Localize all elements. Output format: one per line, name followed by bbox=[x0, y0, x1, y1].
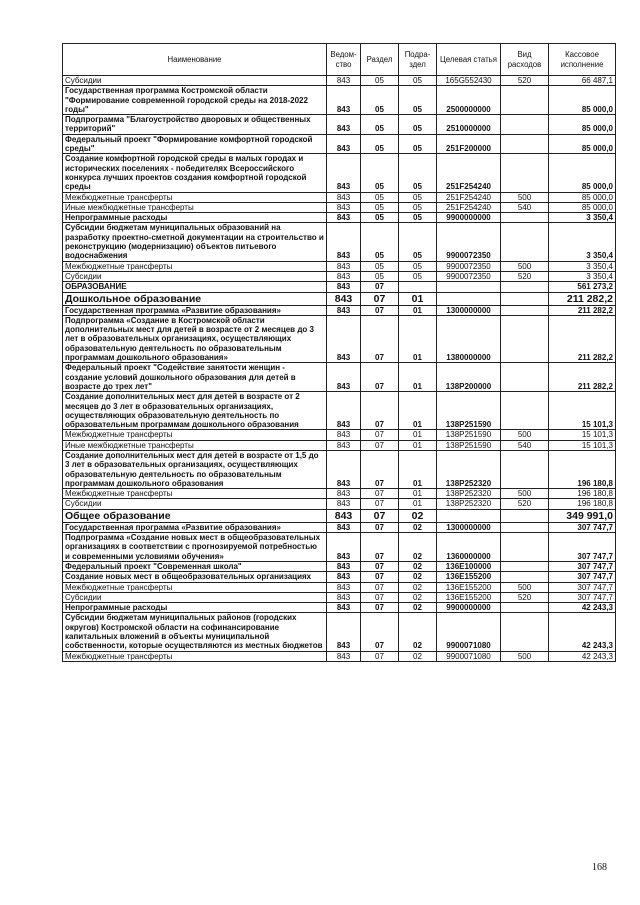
table-row bbox=[63, 271, 616, 281]
row-name: Создание дополнительных мест для детей в возрасте от 2 месяцев до 3 лет в образовательных организациях, осуществляющих образовательную деятельность по образовательным программам дошкольного образования bbox=[63, 392, 327, 430]
row-target-article: 9900071080 bbox=[437, 651, 501, 661]
table-body bbox=[63, 76, 616, 662]
row-amount: 211 282,2 bbox=[549, 363, 616, 392]
row-vedomstvo: 843 bbox=[327, 509, 361, 522]
row-name: Федеральный проект "Современная школа" bbox=[63, 561, 327, 571]
header-cash-execution: Кассовое исполнение bbox=[549, 44, 616, 76]
row-podrazdel: 02 bbox=[399, 561, 437, 571]
row-target-article: 2510000000 bbox=[437, 115, 501, 135]
row-expense-type bbox=[501, 450, 549, 488]
row-vedomstvo: 843 bbox=[327, 282, 361, 292]
row-razdel: 05 bbox=[361, 271, 399, 281]
row-podrazdel: 05 bbox=[399, 154, 437, 192]
table-row bbox=[63, 86, 616, 115]
row-target-article: 1380000000 bbox=[437, 315, 501, 362]
row-podrazdel: 02 bbox=[399, 603, 437, 613]
row-name: Подпрограмма "Благоустройство дворовых и общественных территорий" bbox=[63, 115, 327, 135]
row-podrazdel: 01 bbox=[399, 440, 437, 450]
row-expense-type: 520 bbox=[501, 592, 549, 602]
row-podrazdel: 01 bbox=[399, 450, 437, 488]
row-vedomstvo: 843 bbox=[327, 572, 361, 582]
row-name: Субсидии bbox=[63, 592, 327, 602]
row-name: Межбюджетные трансферты bbox=[63, 192, 327, 202]
row-amount: 15 101,3 bbox=[549, 440, 616, 450]
row-podrazdel: 01 bbox=[399, 292, 437, 305]
row-name: Субсидии bbox=[63, 271, 327, 281]
row-expense-type bbox=[501, 292, 549, 305]
row-podrazdel: 02 bbox=[399, 613, 437, 651]
row-razdel: 07 bbox=[361, 651, 399, 661]
row-vedomstvo: 843 bbox=[327, 134, 361, 154]
row-amount: 15 101,3 bbox=[549, 430, 616, 440]
row-name: Государственная программа «Развитие образования» bbox=[63, 522, 327, 532]
table-row bbox=[63, 213, 616, 223]
row-name: Создание комфортной городской среды в малых городах и исторических поселениях - победителях Всероссийского конкурса лучших проектов создания комфортной городской среды bbox=[63, 154, 327, 192]
row-target-article bbox=[437, 509, 501, 522]
row-amount: 196 180,8 bbox=[549, 450, 616, 488]
table-header-row bbox=[63, 44, 616, 76]
row-amount: 85 000,0 bbox=[549, 192, 616, 202]
row-target-article: 251F254240 bbox=[437, 192, 501, 202]
row-razdel: 07 bbox=[361, 430, 399, 440]
row-expense-type: 540 bbox=[501, 440, 549, 450]
row-name: Непрограммные расходы bbox=[63, 213, 327, 223]
row-razdel: 05 bbox=[361, 115, 399, 135]
row-name: Субсидии бюджетам муниципальных образований на разработку проектно-сметной документации на строительство и реконструкцию (модернизацию) объектов питьевого водоснабжения bbox=[63, 223, 327, 261]
row-vedomstvo: 843 bbox=[327, 450, 361, 488]
row-podrazdel: 02 bbox=[399, 582, 437, 592]
row-podrazdel: 02 bbox=[399, 592, 437, 602]
table-row bbox=[63, 509, 616, 522]
row-expense-type bbox=[501, 561, 549, 571]
row-razdel: 05 bbox=[361, 261, 399, 271]
row-razdel: 07 bbox=[361, 315, 399, 362]
row-name: Создание новых мест в общеобразовательных организациях bbox=[63, 572, 327, 582]
row-name: Субсидии bbox=[63, 499, 327, 509]
row-amount: 3 350,4 bbox=[549, 261, 616, 271]
row-target-article: 138P251590 bbox=[437, 392, 501, 430]
row-razdel: 07 bbox=[361, 282, 399, 292]
row-vedomstvo: 843 bbox=[327, 430, 361, 440]
row-vedomstvo: 843 bbox=[327, 651, 361, 661]
row-vedomstvo: 843 bbox=[327, 603, 361, 613]
row-amount: 196 180,8 bbox=[549, 499, 616, 509]
row-razdel: 07 bbox=[361, 509, 399, 522]
row-target-article: 136E155200 bbox=[437, 582, 501, 592]
row-razdel: 05 bbox=[361, 134, 399, 154]
row-vedomstvo: 843 bbox=[327, 315, 361, 362]
row-razdel: 07 bbox=[361, 363, 399, 392]
table-row bbox=[63, 572, 616, 582]
row-amount: 85 000,0 bbox=[549, 86, 616, 115]
header-podrazdel: Подра-здел bbox=[399, 44, 437, 76]
row-expense-type bbox=[501, 223, 549, 261]
row-name: Государственная программа «Развитие образования» bbox=[63, 305, 327, 315]
row-vedomstvo: 843 bbox=[327, 292, 361, 305]
row-name: Федеральный проект "Содействие занятости женщин - создание условий дошкольного образования для детей в возрасте до трех лет" bbox=[63, 363, 327, 392]
row-target-article: 138P252320 bbox=[437, 499, 501, 509]
row-podrazdel: 05 bbox=[399, 261, 437, 271]
row-name: Подпрограмма «Создание новых мест в общеобразовательных организациях в соответствии с прогнозируемой потребностью и современными условиями обучения» bbox=[63, 533, 327, 562]
row-target-article: 251F200000 bbox=[437, 134, 501, 154]
row-expense-type bbox=[501, 363, 549, 392]
row-target-article: 1300000000 bbox=[437, 522, 501, 532]
row-podrazdel: 01 bbox=[399, 489, 437, 499]
row-target-article: 1360000000 bbox=[437, 533, 501, 562]
row-target-article: 138P200000 bbox=[437, 363, 501, 392]
row-amount: 196 180,8 bbox=[549, 489, 616, 499]
row-vedomstvo: 843 bbox=[327, 499, 361, 509]
row-razdel: 07 bbox=[361, 533, 399, 562]
header-name: Наименование bbox=[63, 44, 327, 76]
row-expense-type: 520 bbox=[501, 76, 549, 86]
table-row bbox=[63, 582, 616, 592]
header-target-article: Целевая статья bbox=[437, 44, 501, 76]
row-expense-type: 500 bbox=[501, 582, 549, 592]
row-target-article: 136E155200 bbox=[437, 592, 501, 602]
row-amount: 15 101,3 bbox=[549, 392, 616, 430]
row-razdel: 07 bbox=[361, 440, 399, 450]
row-podrazdel: 05 bbox=[399, 192, 437, 202]
row-amount: 211 282,2 bbox=[549, 315, 616, 362]
row-expense-type: 520 bbox=[501, 271, 549, 281]
row-name: Общее образование bbox=[63, 509, 327, 522]
header-expense-type: Вид расходов bbox=[501, 44, 549, 76]
row-razdel: 05 bbox=[361, 213, 399, 223]
row-expense-type bbox=[501, 315, 549, 362]
row-target-article: 9900072350 bbox=[437, 261, 501, 271]
table-row bbox=[63, 154, 616, 192]
page-number: 168 bbox=[592, 862, 607, 873]
table-row bbox=[63, 561, 616, 571]
table-row bbox=[63, 613, 616, 651]
table-row bbox=[63, 603, 616, 613]
table-row bbox=[63, 430, 616, 440]
row-vedomstvo: 843 bbox=[327, 489, 361, 499]
table-row bbox=[63, 450, 616, 488]
row-amount: 42 243,3 bbox=[549, 613, 616, 651]
row-expense-type bbox=[501, 305, 549, 315]
row-name: Подпрограмма «Создание в Костромской области дополнительных мест для детей в возрасте от 2 месяцев до 3 лет в образовательных организациях, осуществляющих образовательную деятельность по образовательным программам дошкольного образования» bbox=[63, 315, 327, 362]
row-amount: 3 350,4 bbox=[549, 213, 616, 223]
table-row bbox=[63, 651, 616, 661]
row-razdel: 07 bbox=[361, 561, 399, 571]
row-target-article: 138P251590 bbox=[437, 440, 501, 450]
row-podrazdel: 02 bbox=[399, 651, 437, 661]
row-name: Непрограммные расходы bbox=[63, 603, 327, 613]
header-razdel: Раздел bbox=[361, 44, 399, 76]
row-razdel: 05 bbox=[361, 154, 399, 192]
row-razdel: 07 bbox=[361, 499, 399, 509]
row-expense-type: 520 bbox=[501, 499, 549, 509]
table-row bbox=[63, 592, 616, 602]
budget-table-sheet bbox=[62, 43, 615, 662]
row-razdel: 07 bbox=[361, 450, 399, 488]
row-amount: 307 747,7 bbox=[549, 592, 616, 602]
row-target-article: 9900071080 bbox=[437, 613, 501, 651]
row-target-article: 9900072350 bbox=[437, 271, 501, 281]
row-amount: 85 000,0 bbox=[549, 115, 616, 135]
row-expense-type bbox=[501, 533, 549, 562]
row-target-article: 136E100000 bbox=[437, 561, 501, 571]
row-name: Межбюджетные трансферты bbox=[63, 489, 327, 499]
row-expense-type bbox=[501, 213, 549, 223]
row-expense-type bbox=[501, 603, 549, 613]
header-vedomstvo: Ведом-ство bbox=[327, 44, 361, 76]
row-target-article: 165G552430 bbox=[437, 76, 501, 86]
row-amount: 307 747,7 bbox=[549, 582, 616, 592]
row-vedomstvo: 843 bbox=[327, 192, 361, 202]
table-row bbox=[63, 499, 616, 509]
row-name: Субсидии bbox=[63, 76, 327, 86]
row-amount: 349 991,0 bbox=[549, 509, 616, 522]
row-name: Межбюджетные трансферты bbox=[63, 651, 327, 661]
row-vedomstvo: 843 bbox=[327, 582, 361, 592]
budget-table bbox=[62, 43, 616, 662]
row-vedomstvo: 843 bbox=[327, 271, 361, 281]
table-row bbox=[63, 134, 616, 154]
row-name: Межбюджетные трансферты bbox=[63, 261, 327, 271]
row-podrazdel: 02 bbox=[399, 533, 437, 562]
row-vedomstvo: 843 bbox=[327, 392, 361, 430]
row-vedomstvo: 843 bbox=[327, 533, 361, 562]
row-expense-type bbox=[501, 282, 549, 292]
row-expense-type bbox=[501, 86, 549, 115]
row-podrazdel: 01 bbox=[399, 363, 437, 392]
row-podrazdel: 05 bbox=[399, 86, 437, 115]
row-podrazdel: 05 bbox=[399, 134, 437, 154]
row-podrazdel: 05 bbox=[399, 115, 437, 135]
row-podrazdel: 02 bbox=[399, 572, 437, 582]
row-razdel: 05 bbox=[361, 202, 399, 212]
row-vedomstvo: 843 bbox=[327, 561, 361, 571]
row-name: Субсидии бюджетам муниципальных районов (городских округов) Костромской области на софинансирование капитальных вложений в объекты муниципальной собственности, которые осуществляются из местных бюджетов bbox=[63, 613, 327, 651]
table-row bbox=[63, 315, 616, 362]
row-podrazdel: 05 bbox=[399, 223, 437, 261]
table-row bbox=[63, 363, 616, 392]
row-target-article: 138P252320 bbox=[437, 489, 501, 499]
row-razdel: 07 bbox=[361, 603, 399, 613]
row-target-article: 251F254240 bbox=[437, 202, 501, 212]
row-expense-type bbox=[501, 613, 549, 651]
row-amount: 42 243,3 bbox=[549, 603, 616, 613]
row-razdel: 05 bbox=[361, 223, 399, 261]
row-amount: 3 350,4 bbox=[549, 223, 616, 261]
row-razdel: 07 bbox=[361, 305, 399, 315]
row-podrazdel: 01 bbox=[399, 305, 437, 315]
row-target-article: 1300000000 bbox=[437, 305, 501, 315]
row-vedomstvo: 843 bbox=[327, 154, 361, 192]
row-vedomstvo: 843 bbox=[327, 86, 361, 115]
row-expense-type: 500 bbox=[501, 651, 549, 661]
row-expense-type: 500 bbox=[501, 489, 549, 499]
row-amount: 561 273,2 bbox=[549, 282, 616, 292]
row-name: Иные межбюджетные трансферты bbox=[63, 202, 327, 212]
row-vedomstvo: 843 bbox=[327, 363, 361, 392]
row-expense-type bbox=[501, 509, 549, 522]
table-row bbox=[63, 533, 616, 562]
row-expense-type bbox=[501, 134, 549, 154]
row-vedomstvo: 843 bbox=[327, 202, 361, 212]
row-podrazdel bbox=[399, 282, 437, 292]
row-podrazdel: 01 bbox=[399, 499, 437, 509]
table-row bbox=[63, 192, 616, 202]
row-podrazdel: 02 bbox=[399, 522, 437, 532]
row-amount: 307 747,7 bbox=[549, 533, 616, 562]
row-name: Межбюджетные трансферты bbox=[63, 582, 327, 592]
row-razdel: 05 bbox=[361, 76, 399, 86]
row-podrazdel: 05 bbox=[399, 271, 437, 281]
row-amount: 211 282,2 bbox=[549, 292, 616, 305]
row-razdel: 07 bbox=[361, 292, 399, 305]
row-name: Федеральный проект "Формирование комфортной городской среды" bbox=[63, 134, 327, 154]
table-row bbox=[63, 76, 616, 86]
row-expense-type bbox=[501, 154, 549, 192]
row-target-article: 9900072350 bbox=[437, 223, 501, 261]
row-amount: 85 000,0 bbox=[549, 202, 616, 212]
row-expense-type bbox=[501, 392, 549, 430]
row-name: ОБРАЗОВАНИЕ bbox=[63, 282, 327, 292]
row-expense-type: 500 bbox=[501, 192, 549, 202]
row-vedomstvo: 843 bbox=[327, 440, 361, 450]
table-row bbox=[63, 223, 616, 261]
table-row bbox=[63, 522, 616, 532]
row-vedomstvo: 843 bbox=[327, 213, 361, 223]
row-podrazdel: 05 bbox=[399, 76, 437, 86]
row-target-article bbox=[437, 282, 501, 292]
row-target-article: 9900000000 bbox=[437, 603, 501, 613]
row-vedomstvo: 843 bbox=[327, 76, 361, 86]
row-razdel: 05 bbox=[361, 192, 399, 202]
row-razdel: 07 bbox=[361, 489, 399, 499]
row-amount: 307 747,7 bbox=[549, 572, 616, 582]
row-podrazdel: 01 bbox=[399, 430, 437, 440]
row-vedomstvo: 843 bbox=[327, 115, 361, 135]
row-amount: 85 000,0 bbox=[549, 154, 616, 192]
row-name: Межбюджетные трансферты bbox=[63, 430, 327, 440]
row-vedomstvo: 843 bbox=[327, 261, 361, 271]
row-expense-type: 540 bbox=[501, 202, 549, 212]
table-row bbox=[63, 392, 616, 430]
row-razdel: 07 bbox=[361, 522, 399, 532]
row-vedomstvo: 843 bbox=[327, 613, 361, 651]
row-target-article: 9900000000 bbox=[437, 213, 501, 223]
row-amount: 307 747,7 bbox=[549, 522, 616, 532]
row-expense-type bbox=[501, 115, 549, 135]
row-vedomstvo: 843 bbox=[327, 305, 361, 315]
row-vedomstvo: 843 bbox=[327, 223, 361, 261]
row-podrazdel: 05 bbox=[399, 213, 437, 223]
row-amount: 42 243,3 bbox=[549, 651, 616, 661]
row-expense-type: 500 bbox=[501, 261, 549, 271]
row-podrazdel: 05 bbox=[399, 202, 437, 212]
row-amount: 307 747,7 bbox=[549, 561, 616, 571]
row-razdel: 07 bbox=[361, 582, 399, 592]
row-amount: 3 350,4 bbox=[549, 271, 616, 281]
row-razdel: 07 bbox=[361, 392, 399, 430]
row-podrazdel: 01 bbox=[399, 315, 437, 362]
row-podrazdel: 01 bbox=[399, 392, 437, 430]
table-row bbox=[63, 282, 616, 292]
row-razdel: 05 bbox=[361, 86, 399, 115]
row-razdel: 07 bbox=[361, 613, 399, 651]
row-target-article: 138P251590 bbox=[437, 430, 501, 440]
row-name: Создание дополнительных мест для детей в возрасте от 1,5 до 3 лет в образовательных организациях, осуществляющих образовательную деятельность по образовательным программам дошкольного образования bbox=[63, 450, 327, 488]
table-row bbox=[63, 202, 616, 212]
row-target-article: 138P252320 bbox=[437, 450, 501, 488]
row-razdel: 07 bbox=[361, 592, 399, 602]
row-vedomstvo: 843 bbox=[327, 522, 361, 532]
row-podrazdel: 02 bbox=[399, 509, 437, 522]
row-expense-type bbox=[501, 572, 549, 582]
row-name: Иные межбюджетные трансферты bbox=[63, 440, 327, 450]
row-target-article: 251F254240 bbox=[437, 154, 501, 192]
table-row bbox=[63, 305, 616, 315]
row-vedomstvo: 843 bbox=[327, 592, 361, 602]
row-expense-type bbox=[501, 522, 549, 532]
table-row bbox=[63, 115, 616, 135]
row-target-article: 2500000000 bbox=[437, 86, 501, 115]
table-row bbox=[63, 489, 616, 499]
row-expense-type: 500 bbox=[501, 430, 549, 440]
row-razdel: 07 bbox=[361, 572, 399, 582]
row-amount: 85 000,0 bbox=[549, 134, 616, 154]
table-row bbox=[63, 292, 616, 305]
row-target-article: 136E155200 bbox=[437, 572, 501, 582]
table-row bbox=[63, 440, 616, 450]
row-amount: 211 282,2 bbox=[549, 305, 616, 315]
row-name: Государственная программа Костромской области "Формирование современной городской среды на 2018-2022 годы" bbox=[63, 86, 327, 115]
row-target-article bbox=[437, 292, 501, 305]
row-amount: 66 487,1 bbox=[549, 76, 616, 86]
table-row bbox=[63, 261, 616, 271]
row-name: Дошкольное образование bbox=[63, 292, 327, 305]
